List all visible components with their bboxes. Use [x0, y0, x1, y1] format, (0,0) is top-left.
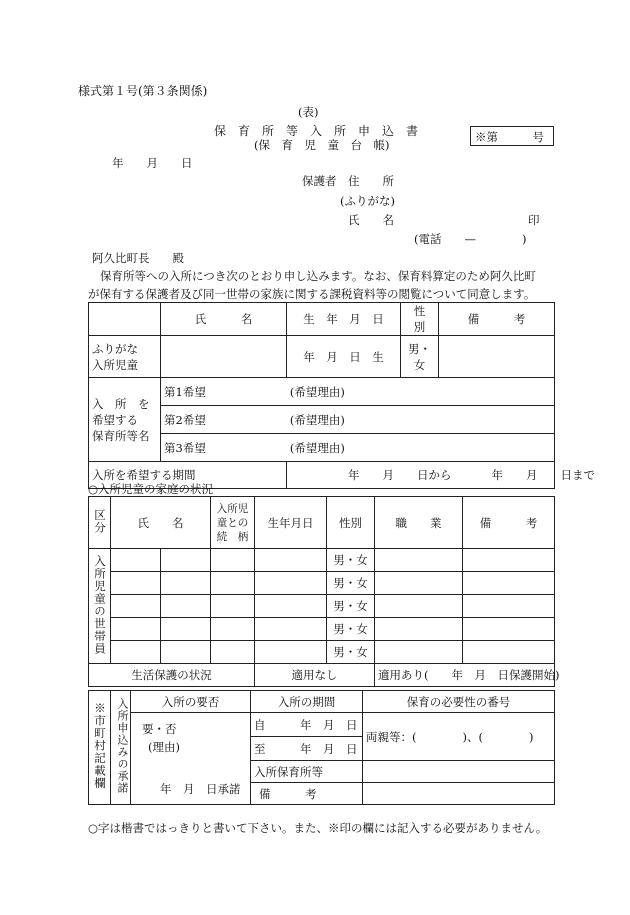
member-birth[interactable] [255, 595, 327, 618]
member-birth[interactable] [255, 572, 327, 595]
welfare-label: 生活保護の状況 [89, 664, 255, 687]
intro-line-1: 保育所等への入所につき次のとおり申し込みます。なお、保育料算定のため阿久比町 [100, 269, 536, 283]
member-relation[interactable] [211, 549, 255, 572]
office-sub-label: 入所申込みの承諾 [111, 691, 131, 805]
family-header-birth: 生年月日 [255, 497, 327, 549]
wish-row-1[interactable] [161, 378, 555, 406]
relation-line-3: 続 柄 [216, 530, 249, 543]
office-remarks-value[interactable] [363, 783, 555, 805]
addressee: 阿久比町長 殿 [92, 251, 184, 265]
wish-3-label: 第3希望 [164, 440, 206, 455]
period-to-cell[interactable]: 至 年 月 日 [251, 737, 363, 761]
guardian-address-label: 保護者 住 所 [302, 174, 394, 188]
facility-label: 入所保育所等 [251, 761, 363, 783]
office-side-label: ※市町村記載欄 [89, 691, 111, 805]
member-birth[interactable] [255, 641, 327, 664]
member-note[interactable] [463, 549, 555, 572]
reference-number-box: ※第 号 [470, 126, 554, 146]
member-name-2[interactable] [161, 641, 211, 664]
period-label: 入所を希望する期間 [89, 462, 287, 489]
member-birth[interactable] [255, 618, 327, 641]
family-category-label: 入所児童の世帯員 [89, 549, 111, 664]
approval-choice: 要・否 [142, 722, 177, 736]
header-sex: 性 別 [401, 303, 439, 336]
member-job[interactable] [375, 549, 463, 572]
member-sex[interactable]: 男・女 [327, 595, 375, 618]
family-header-sex: 性別 [327, 497, 375, 549]
wish-label-3: 保育所等名 [92, 428, 150, 443]
guardian-phone-label: (電話 — ) [414, 232, 527, 246]
family-header-relation [211, 497, 255, 549]
footer-note: ○字は楷書ではっきりと書いて下さい。また、※印の欄には記入する必要がありません。 [88, 821, 548, 835]
member-note[interactable] [463, 572, 555, 595]
member-note[interactable] [463, 641, 555, 664]
family-section-title: ○入所児童の家庭の状況 [88, 482, 214, 496]
member-sex[interactable]: 男・女 [327, 618, 375, 641]
period-from-cell[interactable]: 自 年 月 日 [251, 713, 363, 737]
welfare-none[interactable]: 適用なし [255, 664, 375, 687]
member-name[interactable] [111, 618, 161, 641]
period-to: 年 月 日まで [491, 468, 595, 482]
member-relation[interactable] [211, 641, 255, 664]
family-header-category: 区分 [89, 497, 111, 549]
application-date: 年 月 日 [112, 156, 193, 170]
welfare-applied[interactable]: 適用あり( 年 月 日保護開始) [375, 664, 555, 687]
member-name[interactable] [111, 595, 161, 618]
furigana-label: ふりがな [92, 341, 138, 356]
office-header-necessity: 保育の必要性の番号 [363, 691, 555, 713]
child-name-cell[interactable] [161, 336, 287, 378]
member-job[interactable] [375, 618, 463, 641]
member-relation[interactable] [211, 572, 255, 595]
form-face-label: (表) [298, 105, 319, 119]
wish-1-label: 第1希望 [164, 384, 206, 399]
approval-cell[interactable] [131, 713, 251, 805]
approval-reason: (理由) [148, 740, 180, 754]
form-subtitle: (保 育 児 童 台 帳) [254, 138, 390, 152]
member-relation[interactable] [211, 595, 255, 618]
child-label: 入所児童 [92, 357, 138, 372]
seal-mark: 印 [528, 213, 540, 227]
child-sex-cell[interactable]: 男・女 [401, 336, 439, 378]
member-note[interactable] [463, 618, 555, 641]
header-name: 氏 名 [161, 303, 287, 336]
guardian-name-label: 氏 名 [348, 213, 394, 227]
wish-2-label: 第2希望 [164, 412, 206, 427]
member-sex[interactable]: 男・女 [327, 549, 375, 572]
member-job[interactable] [375, 595, 463, 618]
wish-1-reason: (希望理由) [289, 384, 345, 399]
guardian-furigana-label: (ふりがな) [340, 194, 395, 208]
office-header-approval: 入所の要否 [131, 691, 251, 713]
member-sex[interactable]: 男・女 [327, 641, 375, 664]
family-header-name: 氏 名 [111, 497, 211, 549]
header-birth: 生 年 月 日 [287, 303, 401, 336]
family-header-note: 備 考 [463, 497, 555, 549]
header-remarks: 備 考 [439, 303, 555, 336]
child-remarks-cell[interactable] [439, 336, 555, 378]
family-table [88, 496, 560, 687]
wish-label-2: 希望する [92, 412, 138, 427]
member-name-2[interactable] [161, 618, 211, 641]
wish-row-3[interactable] [161, 434, 555, 462]
period-from: 年 月 日から [348, 468, 452, 482]
header-spacer [89, 303, 161, 336]
office-header-period: 入所の期間 [251, 691, 363, 713]
member-name-2[interactable] [161, 549, 211, 572]
office-remarks-label: 備 考 [251, 783, 363, 805]
form-title: 保 育 所 等 入 所 申 込 書 [214, 124, 419, 138]
member-job[interactable] [375, 572, 463, 595]
necessity-cell[interactable]: 両親等：( )、( ) [363, 713, 555, 761]
member-sex[interactable]: 男・女 [327, 572, 375, 595]
member-note[interactable] [463, 595, 555, 618]
intro-line-2: が保有する保護者及び同一世帯の家族に関する課税資料等の閲覧について同意します。 [88, 287, 536, 301]
wish-row-2[interactable] [161, 406, 555, 434]
approval-date: 年 月 日承諾 [160, 782, 241, 796]
child-row-label [89, 336, 161, 378]
period-value[interactable] [287, 462, 595, 489]
member-birth[interactable] [255, 549, 327, 572]
child-application-table [88, 302, 595, 489]
member-name-2[interactable] [161, 595, 211, 618]
relation-line-1: 入所児 [216, 502, 249, 515]
wish-label-1: 入 所 を [92, 396, 150, 411]
member-job[interactable] [375, 641, 463, 664]
facility-value[interactable] [363, 761, 555, 783]
member-name[interactable] [111, 572, 161, 595]
office-use-table [88, 690, 555, 805]
member-name-2[interactable] [161, 572, 211, 595]
relation-line-2: 童との [216, 516, 249, 529]
form-number: 様式第１号(第３条関係) [78, 84, 208, 98]
child-birth-cell[interactable]: 年 月 日 生 [287, 336, 401, 378]
member-name[interactable] [111, 549, 161, 572]
member-relation[interactable] [211, 618, 255, 641]
wish-3-reason: (希望理由) [289, 440, 345, 455]
wish-row-label [89, 378, 161, 462]
family-header-job: 職 業 [375, 497, 463, 549]
member-name[interactable] [111, 641, 161, 664]
wish-2-reason: (希望理由) [289, 412, 345, 427]
